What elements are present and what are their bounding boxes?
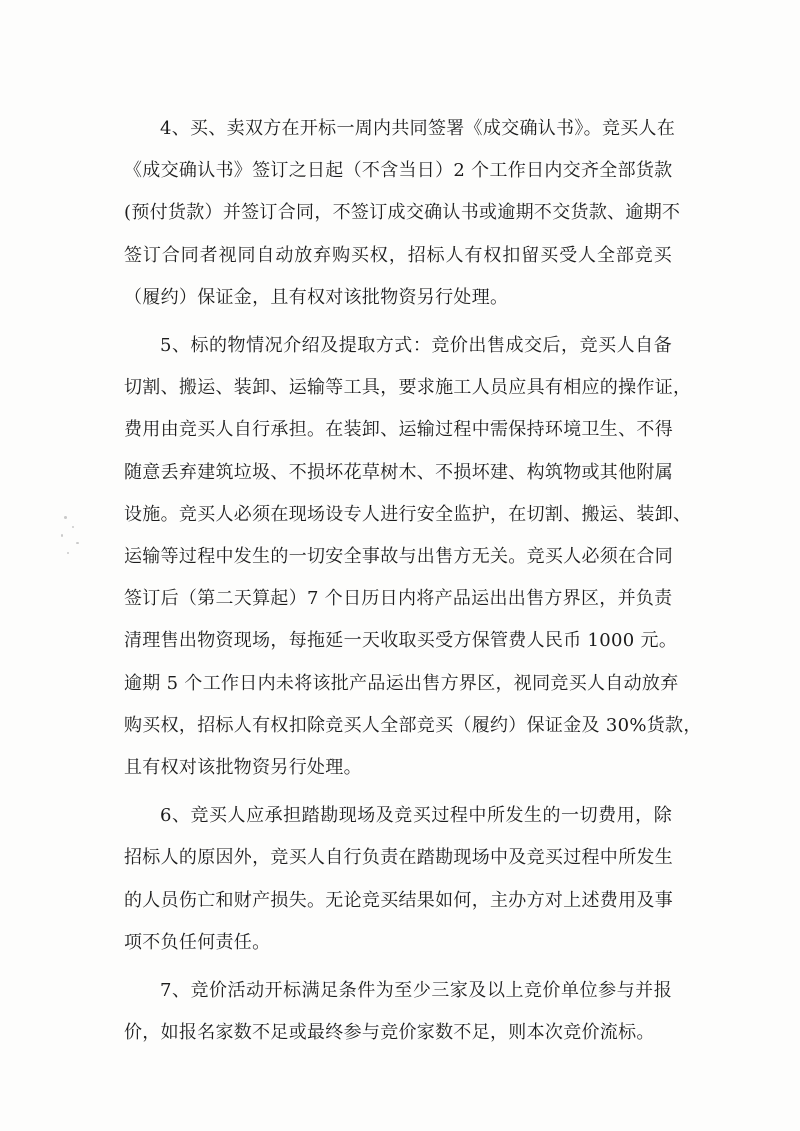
text-line: 签订合同者视同自动放弃购买权，招标人有权扣留买受人全部竞买 [124,244,672,266]
text-line: 的人员伤亡和财产损失。无论竞买结果如何，主办方对上述费用及事 [124,889,673,911]
paragraph-5 [124,325,702,789]
paragraph-6 [124,795,672,964]
text-line: 费用由竞买人自行承担。在装卸、运输过程中需保持环境卫生、不得 [124,419,673,441]
text-line: 7、竞价活动开标满足条件为至少三家及以上竞价单位参与并报 [160,980,672,1002]
text-line: 签订后（第二天算起）7 个日历日内将产品运出出售方界区，并负责 [124,588,673,610]
text-line: (预付货款）并签订合同，不签订成交确认书或逾期不交货款、逾期不 [124,202,681,224]
text-line: 随意丢弃建筑垃圾、不损坏花草树木、不损坏建、构筑物或其他附属 [124,461,673,483]
text-line: 5、标的物情况介绍及提取方式：竞价出售成交后，竞买人自备 [160,335,672,357]
text-line: （履约）保证金，且有权对该批物资另行处理。 [124,286,509,308]
text-line: 6、竞买人应承担踏勘现场及竞买过程中所发生的一切费用，除 [160,805,672,827]
text-line: 《成交确认书》签订之日起（不含当日）2 个工作日内交齐全部货款 [124,160,673,182]
text-line: 清理售出物资现场，每拖延一天收取买受方保管费人民币 1000 元。 [124,630,678,652]
text-line: 4、买、卖双方在开标一周内共同签署《成交确认书》。竞买人在 [160,118,676,139]
paragraph-7 [124,970,672,1054]
text-line: 购买权，招标人有权扣除竞买人全部竞买（履约）保证金及 30%货款， [124,714,702,736]
scan-specks [56,512,86,560]
text-line: 且有权对该批物资另行处理。 [124,757,362,779]
text-line: 招标人的原因外，竞买人自行负责在踏勘现场中及竞买过程中所发生 [124,847,673,869]
text-line: 设施。竞买人必须在现场设专人进行安全监护，在切割、搬运、装卸、 [124,503,692,525]
text-line: 切割、搬运、装卸、运输等工具，要求施工人员应具有相应的操作证， [124,377,692,399]
text-line: 逾期 5 个工作日内未将该批产品运出售方界区，视同竞买人自动放弃 [124,672,679,694]
paragraph-4 [124,108,681,319]
text-line: 项不负任何责任。 [124,931,271,953]
text-line: 运输等过程中发生的一切安全事故与出售方无关。竞买人必须在合同 [124,546,673,568]
document-body [124,108,702,1054]
text-line: 价，如报名家数不足或最终参与竞价家数不足，则本次竞价流标。 [124,1022,655,1044]
